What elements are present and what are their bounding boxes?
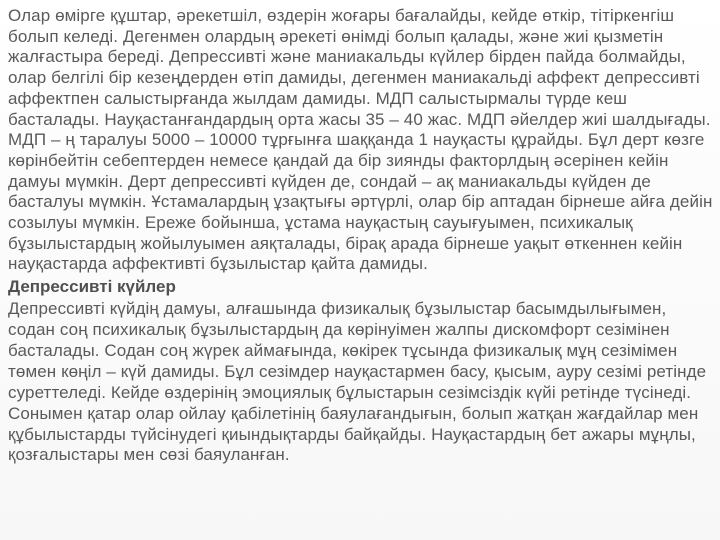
body-paragraph: Олар өмірге құштар, әрекетшіл, өздерін жоғары бағалайды, кейде өткір, тітіркенгіш болып келеді. Дегенмен олардың әрекеті өнімді болып қалады, және жиі қызметін жалғастыра береді. Депрессивті және маниакальды күйлер бірден пайда болмайды, олар белгілі бір кезеңдерден өтіп дамиды, дегенмен маниакальді аффект депрессивті аффектпен салыстырғанда жылдам дамиды. МДП салыстырмалы түрде кеш басталады. Науқастанғандардың орта жасы 35 – 40 жас. МДП әйелдер жиі шалдығады. МДП – ң таралуы 5000 – 10000 тұрғынға шаққанда 1 науқасты құрайды. Бұл дерт көзге көрінбейтін себептерден немесе қандай да бір зиянды факторлдың әсерінен кейін дамуы мүмкін. Дерт депрессивті күйден де, сондай – ақ маниакальды күйден де басталуы мүмкін. Ұстамалардың ұзақтығы әртүрлі, олар бір аптадан бірнеше айға дейін созылуы мүмкін. Ереже бойынша, ұстама науқастың сауығуымен, психикалық бұзылыстардың жойылуымен аяқталады, бірақ арада бірнеше уақыт өткеннен кейін науқастарда аффективті бұзылыстар қайта дамиды. <box>8 6 713 274</box>
body-paragraph: Депрессивті күйдің дамуы, алғашында физикалық бұзылыстар басымдылығымен, содан соң психикалық бұзылыстардың да көрінуімен жалпы дискомфорт сезімінен басталады. Содан соң жүрек аймағында, көкірек тұсында физикалық мұң сезімімен төмен көңіл – күй дамиды. Бұл сезімдер науқастармен басу, қысым, ауру сезімі ретінде суреттеледі. Кейде өздерінің эмоциялық бұлыстарын сезімсіздік күйі ретінде түсінеді. Сонымен қатар олар ойлау қабілетінің баяулағандығын, болып жатқан жағдайлар мен құбылыстарды түйсінудегі қиындықтарды байқайды. Науқастардың бет ажары мұңлы, қозғалыстары мен сөзі баяуланған. <box>8 299 707 465</box>
section-heading: Депрессивті күйлер <box>8 277 176 297</box>
